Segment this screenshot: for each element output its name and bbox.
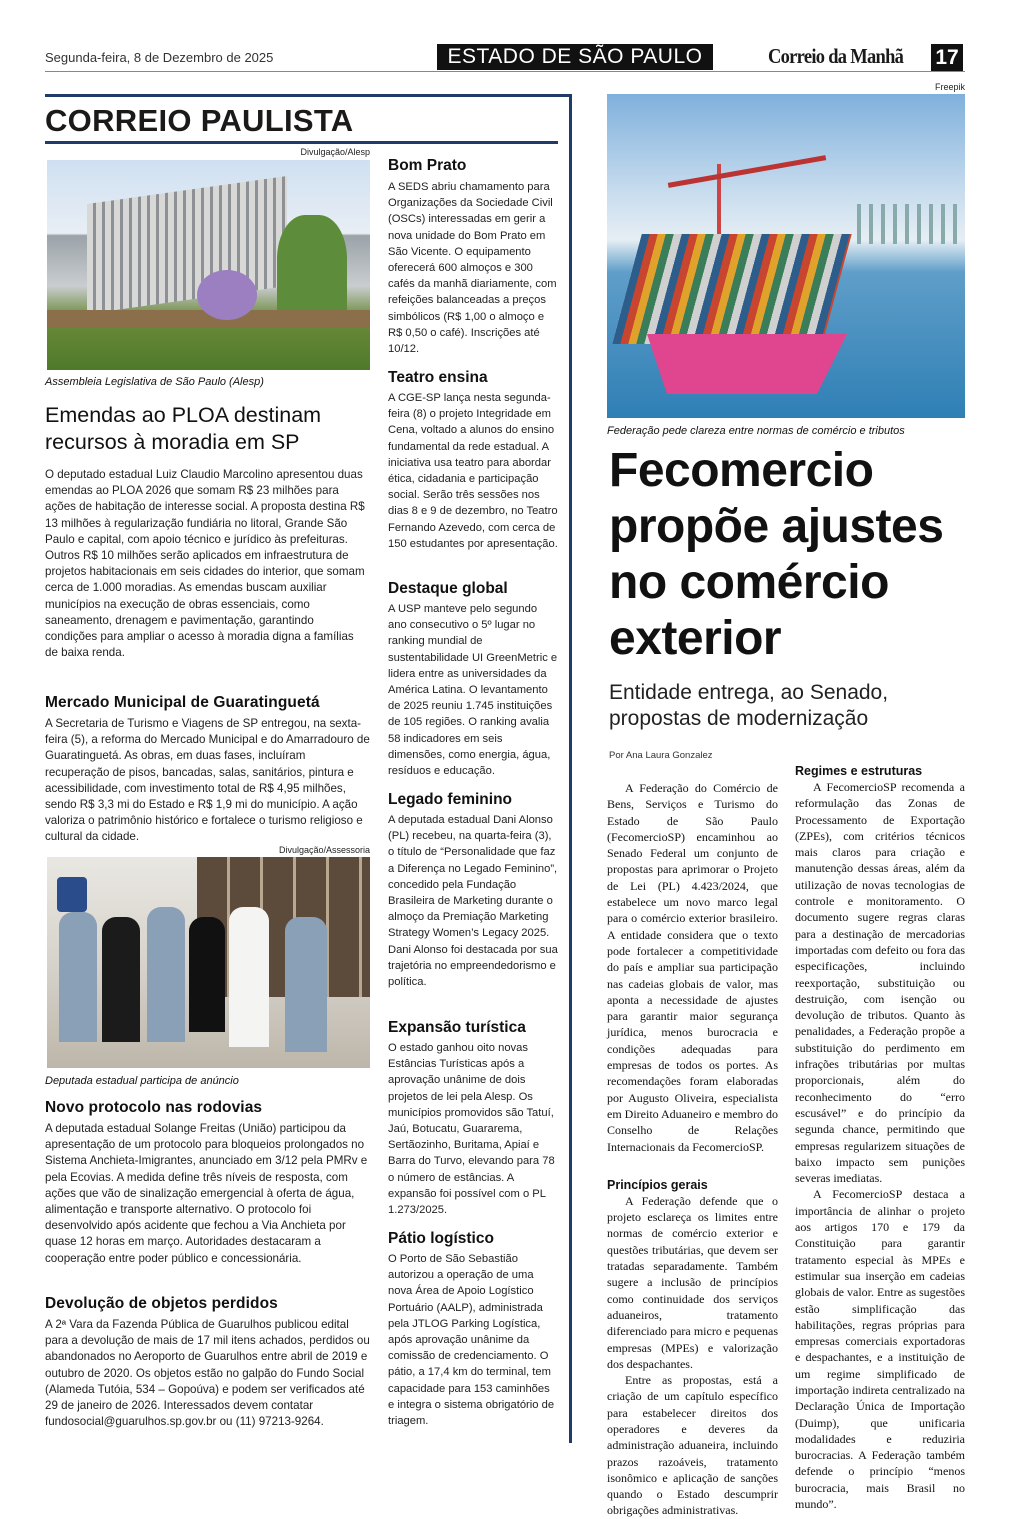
section-heading: Princípios gerais xyxy=(607,1177,708,1192)
section-heading: Regimes e estruturas xyxy=(795,764,923,778)
cargo-ship-photo xyxy=(607,94,965,418)
feature-subhead: Entidade entrega, ao Senado, propostas de modernização xyxy=(609,681,889,730)
byline: Por Ana Laura Gonzalez xyxy=(609,750,713,761)
header-rule xyxy=(45,71,965,72)
article-paragraph: A FecomercioSP recomenda a reformulação das Zonas de Processamento de Exportação (ZPEs), com critérios técnicos mais claros para criação e manutenção dessas áreas, além da utilização de novas tecnologias de controle e monitoramento. O documento sugere regras claras para a destinação de mercadorias importadas com defeito ou fora das especificações, incluindo reexportação, substituição ou destruição, com isenção ou devolução de tributos. Quanto às penalidades, a Federação propõe a substituição do perdimento em infrações tributárias por multas proporcionais, além do reconhecimento do “erro escusável” e do princípio da segunda chance, permitindo que empresas regularizem situações de baixo impacto sem punições severas imediatas. xyxy=(795,780,965,1186)
photo-caption: Deputada estadual participa de anúncio xyxy=(45,1075,239,1087)
column-box-top-border xyxy=(45,94,572,97)
photo-credit: Divulgação/Assessoria xyxy=(278,845,370,855)
article-paragraph: A FecomercioSP destaca a importância de alinhar o projeto aos artigos 170 e 179 da Constituição para garantir tratamento especial às MPEs e estimular sua inserção em cadeias globais de valor. Entre as sugestões estão simplificação das habilitações, regras próprias para empresas comerciais exportadoras e despachantes, e a instituição de um regime simplificado de importação indireta centralizado na Declaração Única de Importação (Duimp), que unificaria modalidades e reduziria burocracias. A Federação também defende o princípio “menos burocracia, mais Brasil no mundo”. xyxy=(795,1187,965,1512)
photo-credit: Divulgação/Alesp xyxy=(300,147,370,157)
section-tag: ESTADO DE SÃO PAULO xyxy=(437,44,713,70)
note-body: A SEDS abriu chamamento para Organizações da Sociedade Civil (OSCs) interessadas em gerir a nova unidade do Bom Prato em São Vicente. O equipamento oferecerá 600 almoços e 300 cafés da manhã diariamente, com refeições balanceadas a preços simbólicos (R$ 1,00 o almoço e R$ 0,50 o café). Inscrições até 10/12. xyxy=(388,181,557,356)
protocolo-body: A deputada estadual Solange Freitas (União) participou da apresentação de um protocolo para bloqueios prolongados no Sistema Anchieta-Imigrantes, anunciado em 3/12 pela PMRv e pela Ecovias. A medida define três níveis de resposta, com ações que vão de sinalização emergencial à oferta de água, alimentação e transporte alternativo. O protocolo foi desenvolvido após acidente que fechou a Via Anchieta por quase 12 horas em março. Autoridades destacaram a cooperação entre poder público e concessionária. xyxy=(45,1122,368,1265)
note-body: O estado ganhou oito novas Estâncias Turísticas após a aprovação unânime de dois projetos de lei pela Alesp. Os municípios promovidos são Tatuí, Jaú, Botucatu, Guararema, Sertãozinho, Buritama, Apiaí e Barra do Turvo, elevando para 78 o número de estâncias. A expansão foi possível com o PL 1.273/2025. xyxy=(388,1042,555,1217)
column-title-rule xyxy=(45,141,558,144)
photo-caption: Federação pede clareza entre normas de comércio e tributos xyxy=(607,425,905,437)
lead-headline: Emendas ao PLOA destinam recursos à moradia em SP xyxy=(45,403,322,454)
note-body: A CGE-SP lança nesta segunda-feira (8) o projeto Integridade em Cena, voltado a alunos do ensino fundamental da rede estadual. A iniciativa usa teatro para abordar ética, cidadania e participação social. Serão três sessões nos dias 8 e 9 de dezembro, no Teatro Fernando Azevedo, com cerca de 150 estudantes por apresentação. xyxy=(388,392,558,550)
lead-body: O deputado estadual Luiz Claudio Marcolino apresentou duas emendas ao PLOA 2026 que somam R$ 23 milhões para ações de habitação de interesse social. A proposta destina R$ 13 milhões à regularização fundiária no litoral, Grande São Paulo e capital, com apoio técnico e jurídico às prefeituras. Outros R$ 10 milhões serão aplicados em infraestrutura de projetos habitacionais em seis cidades do interior, que somam cerca de 1.000 moradias. As emendas buscam auxiliar municípios na execução de obras essenciais, como saneamento, drenagem e pavimentação, garantindo condições para ampliar o acesso à moradia digna a famílias de baixa renda. xyxy=(45,468,365,660)
note-body: A USP manteve pelo segundo ano consecutivo o 5º lugar no ranking mundial de sustentabilidade UI GreenMetric e lidera entre as universidades da América Latina. O levantamento de 2025 reuniu 1.745 instituições de 105 regiões. O ranking avalia 58 indicadores em seis dimensões, como energia, água, resíduos e educação. xyxy=(388,603,558,778)
protocolo-title: Novo protocolo nas rodovias xyxy=(45,1099,263,1116)
newspaper-logo: Correio da Manhã xyxy=(768,44,904,68)
page-number: 17 xyxy=(931,44,963,71)
note-title: Pátio logístico xyxy=(388,1230,494,1247)
note-body: O Porto de São Sebastião autorizou a operação de uma nova Área de Apoio Logístico Portuário (AALP), administrada pela JTLOG Parking Logística, após aprovação unânime da comissão de credenciamento. O pátio, a 17,4 km do terminal, tem capacidade para 153 caminhões e integra o sistema obrigatório de triagem. xyxy=(388,1253,555,1428)
article-column-1 xyxy=(607,780,778,1519)
alesp-building-photo xyxy=(47,160,370,370)
note-title: Expansão turística xyxy=(388,1019,526,1036)
edition-date: Segunda-feira, 8 de Dezembro de 2025 xyxy=(45,50,274,65)
note-body: A deputada estadual Dani Alonso (PL) recebeu, na quarta-feira (3), o título de “Personalidade que faz a Diferença no Legado Feminino”, concedido pela Fundação Brasileira de Marketing durante o almoço da Premiação Marketing Strategy Women’s Legacy 2025. Dani Alonso foi destacada por sua trajetória no empreendedorismo e política. xyxy=(388,814,558,989)
devolucao-title: Devolução de objetos perdidos xyxy=(45,1295,278,1312)
column-box-right-border xyxy=(569,94,572,1443)
event-group-photo xyxy=(47,857,370,1068)
article-paragraph: A Federação defende que o projeto esclareça os limites entre normas de comércio exterior e questões tributárias, que devem ser tratadas separadamente. Também sugere a inclusão de princípios como continuidade dos serviços aduaneiros, tratamento diferenciado para micro e pequenas empresas (MPEs) e valorização dos despachantes. xyxy=(607,1193,778,1371)
article-column-2 xyxy=(795,763,965,1512)
photo-caption: Assembleia Legislativa de São Paulo (Alesp) xyxy=(45,376,264,388)
feature-headline: Fecomercio propõe ajustes no comércio exterior xyxy=(609,444,944,665)
photo-credit: Freepik xyxy=(934,82,965,92)
note-title: Bom Prato xyxy=(388,157,467,174)
article-paragraph: A Federação do Comércio de Bens, Serviços e Turismo do Estado de São Paulo (FecomercioSP) encaminhou ao Senado Federal um conjunto de propostas para aprimorar o Projeto de Lei (PL) 4.423/2024, que estabelece um novo marco legal para o comércio exterior brasileiro. A entidade considera que o texto pode fortalecer a competitividade do país e ampliar sua participação nas cadeias globais de valor, mas aponta a necessidade de ajustes para garantir maior segurança jurídica, menos burocracia e condições adequadas para empresas de todos os portes. As recomendações foram elaboradas por Augusto Oliveira, especialista em Direito Aduaneiro e membro do Conselho de Relações Internacionais da FecomercioSP. xyxy=(607,781,778,1154)
note-title: Teatro ensina xyxy=(388,369,488,386)
column-title: CORREIO PAULISTA xyxy=(45,103,354,138)
devolucao-body: A 2ª Vara da Fazenda Pública de Guarulhos publicou edital para a devolução de mais de 17 mil itens achados, perdidos ou abandonados no Aeroporto de Guarulhos entre abril de 2019 e outubro de 2020. Os objetos estão no galpão do Fundo Social (Alameda Tutóia, 534 – Gopoúva) e podem ser verificados até 29 de janeiro de 2026. Interessados devem contatar fundosocial@guarulhos.sp.gov.br ou (11) 97213-9264. xyxy=(45,1318,370,1429)
article-paragraph: Entre as propostas, está a criação de um capítulo específico para estabelecer direitos dos operadores e deveres da administração aduaneira, incluindo prazos razoáveis, tratamento isonômico e aplicação de sanções quando o Estado descumprir obrigações administrativas. xyxy=(607,1373,778,1518)
note-title: Legado feminino xyxy=(388,791,512,808)
mercado-body: A Secretaria de Turismo e Viagens de SP entregou, na sexta-feira (5), a reforma do Mercado Municipal e do Amarradouro de Guaratinguetá. As obras, em duas fases, incluíram recuperação de pisos, bancadas, salas, sanitários, pintura e acessibilidade, com investimento total de R$ 4,95 milhões, sendo R$ 3,3 mi do Estado e R$ 1,9 mi do município. A ação valoriza o patrimônio histórico e fortalece o turismo religioso e cultural da cidade. xyxy=(45,717,370,844)
mercado-title: Mercado Municipal de Guaratinguetá xyxy=(45,694,320,711)
note-title: Destaque global xyxy=(388,580,508,597)
